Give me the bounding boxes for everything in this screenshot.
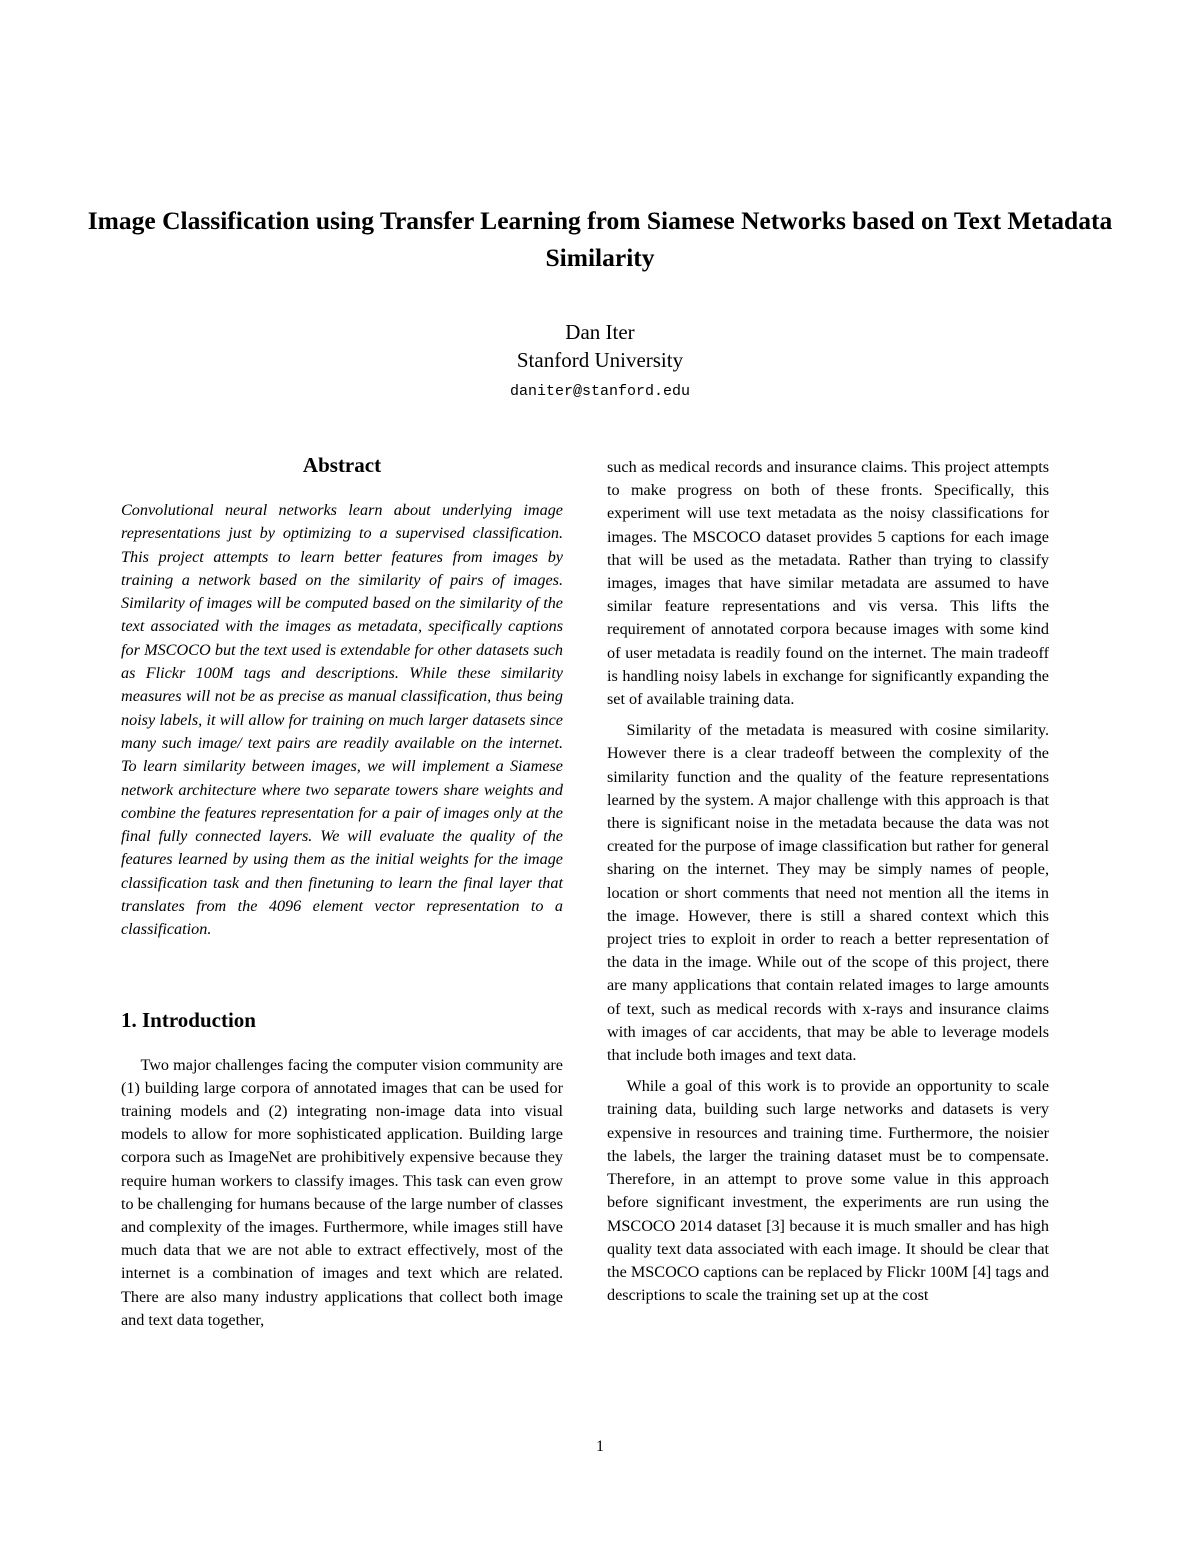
abstract-body: Convolutional neural networks learn about underlying image representations just by optimizing to a supervised classification. This project attempts to learn better features from images by training a network based on the similarity of pairs of images. Similarity of images will be computed based on the similarity of the text associated with the images as metadata, specifically captions for MSCOCO but the text used is extendable for other datasets such as Flickr 100M tags and descriptions. While these similarity measures will not be as precise as manual classification, thus being noisy labels, it will allow for training on much larger datasets since many such image/ text pairs are readily available on the internet. To learn similarity between images, we will implement a Siamese network architecture where two separate towers share weights and combine the features representation for a pair of images only at the final fully connected layers. We will evaluate the quality of the features learned by using them as the initial weights for the image classification task and then finetuning to learn the final layer that translates from the 4096 element vector representation to a classification.: [121, 501, 563, 939]
paper-title: Image Classification using Transfer Learning from Siamese Networks based on Text Metadata Similarity: [87, 206, 1113, 272]
author-affiliation: Stanford University: [516, 348, 684, 372]
right-column: [607, 456, 1049, 1307]
introduction-heading: 1. Introduction: [121, 1007, 256, 1032]
introduction-paragraph-1: Two major challenges facing the computer vision community are (1) building large corpora of annotated images that can be used for training models and (2) integrating non-image data into visual models to allow for more sophisticated application. Building large corpora such as ImageNet are prohibitively expensive because they require human workers to classify images. This task can even grow to be challenging for humans because of the large number of classes and complexity of the images. Furthermore, while images still have much data that we are not able to extract effectively, most of the internet is a combination of images and text which are related. There are also many industry applications that collect both image and text data together,: [121, 1055, 563, 1329]
author-email: daniter@stanford.edu: [509, 383, 691, 400]
introduction-paragraph-3: While a goal of this work is to provide an opportunity to scale training data, building such large networks and datasets is very expensive in resources and training time. Furthermore, the noisier the labels, the larger the training dataset must be to compensate. Therefore, in an attempt to prove some value in this approach before significant investment, the experiments are run using the MSCOCO 2014 dataset [3] because it is much smaller and has high quality text data associated with each image. It should be clear that the MSCOCO captions can be replaced by Flickr 100M [4] tags and descriptions to scale the training set up at the cost: [607, 1077, 1049, 1305]
introduction-paragraph-2: Similarity of the metadata is measured with cosine similarity. However there is a clear tradeoff between the complexity of the similarity function and the quality of the feature representations learned by the system. A major challenge with this approach is that there is significant noise in the metadata because the data was not created for the purpose of image classification but rather for general sharing on the internet. They may be simply names of people, location or short comments that need not mention all the items in the image. However, there is still a shared context which this project tries to exploit in order to reach a better representation of the data in the image. While out of the scope of this project, there are many applications that contain related images to large amounts of text, such as medical records with x-rays and insurance claims with images of car accidents, that may be able to leverage models that include both images and text data.: [607, 721, 1049, 1065]
introduction-paragraph-1-continued: such as medical records and insurance claims. This project attempts to make progress on both of these fronts. Specifically, this experiment will use text metadata as the noisy classifications for images. The MSCOCO dataset provides 5 captions for each image that will be used as the metadata. Rather than trying to classify images, images that have similar metadata are assumed to have similar feature representations and vis versa. This lifts the requirement of annotated corpora because images with some kind of user metadata is readily found on the internet. The main tradeoff is handling noisy labels in exchange for significantly expanding the set of available training data.: [607, 458, 1049, 709]
abstract-heading: Abstract: [302, 453, 382, 477]
page-number: 1: [596, 1438, 604, 1455]
left-column: [121, 451, 563, 1332]
author-block: [0, 318, 1200, 404]
author-name: Dan Iter: [565, 320, 635, 344]
